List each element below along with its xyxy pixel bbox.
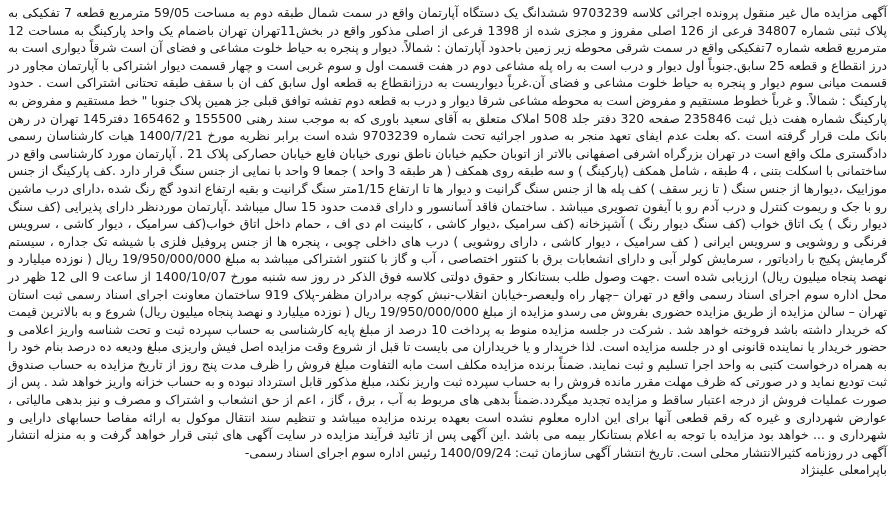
notice-body: آگهی مزایده مال غیر منقول پرونده اجرائی کلاسه 9703239 ششدانگ یک دستگاه آپارتمان واقع در سمت شمال طبقه دوم به مساحت 59/05 مترمربع قطعه 7 تفکیکی به پلاک ثبتی شماره 34807 فرعی از 126 اصلی مفروز و مجزی شده از 1398 فرعی از اصلی مذکور واقع در بخش11تهران تهران باضمام یک واحد پارکینگ به مساحت 12 مترمربع قطعه شماره 7تفکیکی واقع در سمت شرقی محوطه زیر زمین باحدود آپارتمان : شمالاً. دیوار و پنجره به حیاط خلوت مشاعی و فضای آن است شرقاً دیواری است به درز انقطاع و قطعه 25 سابق.جنوباً اول دیوار و درب است به راه پله مشاعی دوم در هفت قسمت اول و سوم غربی است و چهار قسمت دیوار اشتراکی با آپارتمان مجاور در قسمت میانی سوم دیوار و پنجره به حیاط خلوت مشاعی و فضای آن.غرباً دیواریست به درزانقطاع به قطعه اول سابق کف ان با سقف طبقه تحتانی اشتراکی است . حدود پارکینگ : شمالاً. و غرباً خطوط مستقیم و مفروض است به محوطه مشاعی شرقا دیوار و درب به قطعه دوم تفشه توافق قبلی جز همین پلاک جنوبا " خط مستقیم و مفروض به پارکینگ شماره هفت ذیل ثبت 235846 صفحه 320 دفتر جلد 508 املاک متعلق به آقای سعید باوری که به موجب سند رهنی 155500 و 165462 دفتر145 تهران در رهن بانک ملت قرار گرفته است .که بعلت عدم ایفای تعهد منجر به صدور اجرائیه تحت شماره 9703239 شده است برابر نظریه مورخ 1400/7/21 هیات کارشناسان رسمی دادگستری ملک واقع است در تهران بزرگراه اشرفی اصفهانی بالاتر از اتوبان حکیم خیابان ناطق نوری خیابان فایع خیابان حصارکی پلاک 21 . آپارتمان مورد کارشناسی واقع در ساختمانی با اسکلت بتنی ، 4 طبقه ، شامل همکف (پارکینگ ) و سه طبقه روی همکف ( هر طبقه 3 واحد ) جمعا 9 واحد با نمایی از جنس سنگ قرار دارد .کف پارکینگ از جنس موزاییک ،دیوارها از جنس سنگ ( تا زیر سقف ) کف پله ها از جنس سنگ گرانیت و دیوار ها تا ارتفاع 1/15متر سنگ گرانیت و بقیه ارتفاع اندود گچ رنگ شده ،دارای درب ماشین رو با جک و ریموت کنترل و درب آدم رو با آیفون تصویری میباشد . ساختمان فاقد آسانسور و دارای قدمت حدود 15 سال میباشد .آپارتمان موردنظر دارای پذیرایی (کف سنگ دیوار رنگ ) یک اتاق خواب (کف سنگ دیوار رنگ ) آشپزخانه (کف سرامیک ،دیوار کاشی ، کابینت ام دی اف ، حمام داخل اتاق خواب(کف سرامیک ، دیوار کاشی ، سرویس فرنگی و روشویی و سرویس ایرانی ( کف سرامیک ، دیوار کاشی ، دارای روشویی ) درب های داخلی چوبی ، پنجره ها از جنس پروفیل فلزی با شیشه تک جداره ، سیستم گرمایش پکیج با رادیاتور ، سرمایش کولر آبی و دارای انشعابات برق با کنتور اختصاصی ، آب و گاز با کنتور اشتراکی میباشد به مبلغ 19/950/000/000 ریال ( نوزده میلیارد و نهصد پنجاه میلیون ریال) ارزیابی شده است .جهت وصول طلب بستانکار و حقوق دولتی کلاسه فوق الذکر در روز سه شنبه مورخ 1400/10/07 از ساعت 9 الی 12 ظهر در محل اداره سوم اجرای اسناد رسمی واقع در تهران –چهار راه ولیعصر-خیابان انقلاب-نبش کوچه برادران مظفر-پلاک 919 ساختمان معاونت اجرای اسناد رسمی ثبت استان تهران – سالن مزایده از طریق مزایده حضوری بفروش می رسدو مزایده از مبلغ 19/950/000/000 ریال ( نوزده میلیارد و نهصد پنجاه میلیون ریال) شروع و به بالاترین قیمت که خریدار داشته باشد فروخته خواهد شد . شرکت در جلسه مزایده منوط به پرداخت 10 درصد از مبلغ پایه کارشناسی به حساب سپرده ثبت و تحت شناسه واریز اعلامی و حضور خریدار یا نماینده قانونی او در جلسه مزایده است. لذا خریدار و یا خریداران می بایست تا قبل از شروع وقت مزایده اصل فیش واریزی مبلغ ودیعه ده درصد بنام خود را به همراه درخواست کتبی به واحد اجرا تسلیم و ثبت نمایند. ضمناً برنده مزایده مکلف است مابه التفاوت مبلغ فروش را ظرف مدت پنج روز از تاریخ مزایده به حساب صندوق ثبت تودیع نماید و در صورتی که ظرف مهلت مقرر مانده فروش را به حساب سپرده ثبت واریز نکند، مبلغ مذکور قابل استرداد نبوده و به حساب خزانه واریز خواهد شد . پس از صورت عملیات فروش از درجه اعتبار ساقط و مزایده تجدید میگردد.ضمناً بدهی های مربوط به آب ، برق ، گاز ، اعم از حق انشعاب و اشتراک و مصرف و نیز بدهی مالیاتی ، عوارض شهرداری و غیره که رقم قطعی آنها برای این اداره معلوم نشده است بعهده برنده مزایده میباشد و تنظیم سند انتقال موکول به ارائه مفاصا حسابهای دارایی و شهرداری و ... خواهد بود مزایده با توجه به اعلام بستانکار بیمه می باشد .این آگهی پس از تائید فرآیند مزایده در سایت آگهی های ثبتی قرار خواهد گرفت و به منزله انتشار آگهی در روزنامه کثیرالانتشار محلی است. تاریخ انتشار آگهی سازمان ثبت: 1400/09/24 رئیس اداره سوم اجرای اسناد رسمی-: [8, 5, 887, 460]
notice-signature: باپرامعلی علینژاد: [800, 462, 887, 478]
